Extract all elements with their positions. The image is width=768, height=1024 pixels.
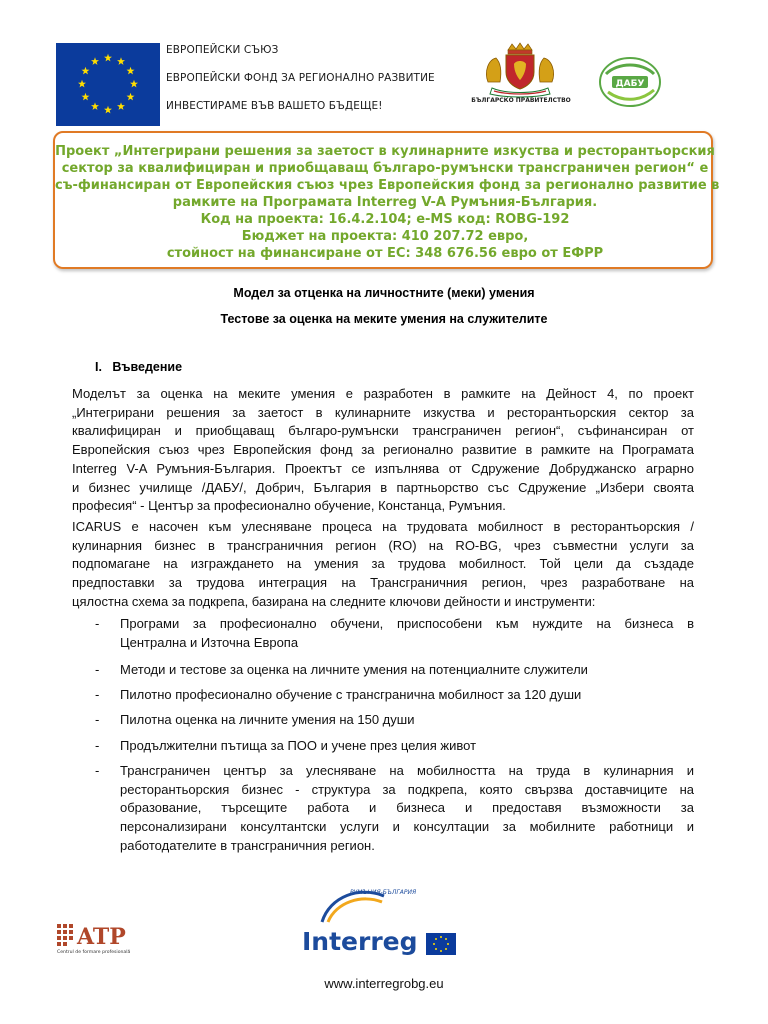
list-item-line: Продължителни пътища за ПОО и учене през целия живот [120,738,477,753]
eu-star [117,102,125,110]
eu-star [78,80,86,88]
section-heading-introduction: I. Въведение [95,360,183,374]
bullet-marker: - [95,662,100,677]
list-item-line: Централна и Източна Европа [120,634,299,650]
list-item-line: работодателите в трансграничния регион. [120,837,375,853]
eu-line-fund: ЕВРОПЕЙСКИ ФОНД ЗА РЕГИОНАЛНО РАЗВИТИЕ [166,72,435,84]
bullet-marker: - [95,763,100,778]
paragraph-line: кулинарния бизнес в трансграничния регион (RO) на RO-BG, чрез съвместни услуги за [72,537,694,553]
project-line-4: рамките на Програмата Interreg V-A Румъния-България. [172,195,598,210]
eu-star [91,57,99,65]
bullet-marker: - [95,687,100,702]
project-code-line: Код на проекта: 16.4.2.104; e-MS код: ROBG-192 [200,212,570,227]
eu-star [104,106,112,114]
paragraph-line: Interreg V-A Румъния-България. Проектът се изпълнява от Сдружение Добруджанско аграрно [72,460,694,476]
paragraph-line: квалифициран и приобщаващ българо-румънски трансграничен регион“, съфинансиран от [72,423,694,439]
list-item-line: персонализирани консултантски услуги и консултации за мобилните работници и [120,819,694,835]
atp-logo [55,920,175,954]
paragraph-line: „Интегрирани решения за заетост в кулинарните изкуства и ресторантьорския сектор за [72,404,694,420]
eu-flag-logo [56,43,160,126]
atp-logo-text: ATP [77,924,126,950]
eu-line-invest: ИНВЕСТИРАМЕ ВЪВ ВАШЕТО БЪДЕЩЕ! [166,100,383,112]
eu-stars-icon [56,43,160,126]
bullet-marker: - [95,738,100,753]
eu-star [127,67,135,75]
bullet-marker: - [95,616,100,631]
interreg-logo [300,882,462,962]
document-subtitle: Тестове за оценка на меките умения на служителите [220,312,548,326]
eu-star [127,93,135,101]
project-line-1: Проект „Интегрирани решения за заетост в кулинарните изкуства и ресторантьорския [55,144,715,159]
paragraph-line: Моделът за оценка на меките умения е разработен в рамките на Дейност 4, по проект [72,386,694,401]
government-label: БЪЛГАРСКО ПРАВИТЕЛСТВО [471,97,571,104]
project-line-2: сектор за квалифициран и приобщаващ българо-румънски трансграничен регион“ е [61,161,709,176]
paragraph-line: професия“ - Център за професионално обучение, Констанца, Румъния. [72,498,506,514]
eu-star [91,102,99,110]
project-budget-line: Бюджет на проекта: 410 207.72 евро, [241,229,529,244]
dabu-logo [598,56,662,108]
eu-star [104,54,112,62]
paragraph-line: цялостна схема за подкрепа, базирана на следните ключови дейности и инструменти: [72,593,596,609]
document-title: Модел за отценка на личностните (меки) умения [233,286,535,300]
list-item-line: Пилотно професионално обучение с трансгранична мобилност за 120 души [120,687,582,702]
dabu-logo-text: ДАБУ [615,79,645,89]
list-item-line: Трансграничен център за улесняване на мобилността на труда в кулинарния и [120,763,694,778]
footer-website-link[interactable]: www.interregrobg.eu [324,976,444,991]
eu-star [117,57,125,65]
list-item-line: Методи и тестове за оценка на личните умения на потенциалните служители [120,662,588,677]
project-info-box [53,131,720,269]
paragraph-line: Европейския съюз чрез Европейския фонд за регионално развитие в рамките на Програмата [72,442,694,458]
atp-caption: Centrul de formare profesională [57,950,131,954]
eu-star [81,67,89,75]
paragraph-line: и бизнес училище /ДАБУ/, Добрич, България в партньорство със Сдружение „Избери своята [72,479,694,495]
interreg-logo-text: Interreg [302,927,418,956]
eu-star [81,93,89,101]
interreg-arc-text: РУМЪНИЯ-БЪЛГАРИЯ [350,889,417,896]
project-funding-line: стойност на финансиране от ЕС: 348 676.56 евро от ЕФРР [166,246,604,261]
bullet-marker: - [95,712,100,727]
paragraph-line: подпомагане на изграждането на умения за трудова мобилност. Той цели да създаде [72,556,694,572]
paragraph-line: ICARUS е насочен към улесняване процеса на трудовата мобилност в ресторантьорския / [72,519,694,534]
list-item-line: ресторантьорския бизнес - структура за подкрепа, която свързва доставчиците на [120,781,694,797]
list-item-line: образование, търсещите работа и бизнеса и предоставя възможности за [120,800,694,816]
eu-line-union: ЕВРОПЕЙСКИ СЪЮЗ [166,44,279,56]
project-line-3: съ-финансиран от Европейския съюз чрез Европейския фонд за регионално развитие в [55,178,720,193]
list-item-line: Програми за професионално обучени, приспособени към нуждите на бизнеса в [120,616,694,631]
list-item-line: Пилотна оценка на личните умения на 150 души [120,712,415,727]
eu-star [130,80,138,88]
paragraph-line: предпоставки за трудова интеграция на Трансграничния регион, чрез разработване на [72,575,694,591]
